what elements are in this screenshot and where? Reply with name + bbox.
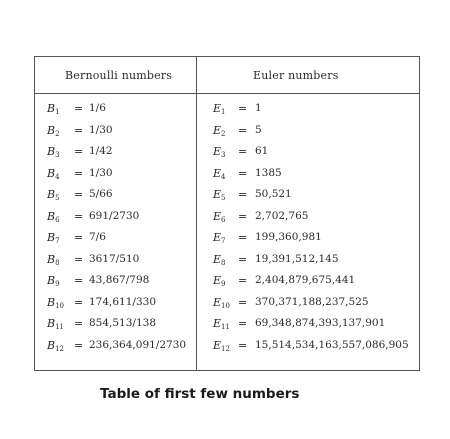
euler-equals-sign: =: [238, 209, 248, 223]
euler-equals-sign: =: [238, 252, 248, 266]
euler-value: 69,348,874,393,137,901: [255, 317, 386, 329]
bernoulli-value: 7/6: [89, 231, 106, 243]
bernoulli-equals-sign: =: [74, 145, 84, 158]
euler-symbol-index: 12: [221, 344, 230, 353]
euler-symbol: [213, 124, 226, 138]
euler-symbol: [213, 296, 230, 310]
bernoulli-value: 1/42: [89, 145, 113, 157]
euler-symbol-index: 1: [221, 108, 226, 116]
euler-symbol-index: 7: [221, 237, 226, 245]
bernoulli-value: 43,867/798: [89, 274, 150, 286]
header-euler: Euler numbers: [253, 69, 339, 82]
euler-symbol-letter: E: [213, 295, 222, 309]
table-caption: Table of first few numbers: [100, 386, 300, 402]
euler-equals-sign: =: [238, 338, 248, 352]
euler-symbol-letter: E: [213, 166, 222, 180]
bernoulli-symbol-letter: B: [47, 102, 56, 115]
bernoulli-equals-sign: =: [74, 317, 84, 330]
euler-symbol: [213, 167, 226, 181]
euler-row: [35, 167, 419, 187]
header-bernoulli: Bernoulli numbers: [65, 69, 173, 82]
euler-symbol: [213, 253, 226, 267]
bernoulli-symbol-letter: B: [47, 252, 56, 266]
euler-value: 50,521: [255, 188, 292, 200]
euler-equals-sign: =: [238, 188, 248, 201]
bernoulli-symbol-index: 5: [55, 194, 60, 202]
euler-equals-sign: =: [238, 274, 248, 287]
euler-equals-sign: =: [238, 317, 248, 330]
euler-symbol-letter: E: [213, 123, 222, 137]
bernoulli-equals-sign: =: [74, 166, 84, 180]
euler-row: [35, 231, 419, 251]
bernoulli-symbol-index: 7: [55, 237, 60, 245]
euler-symbol-letter: E: [213, 274, 222, 287]
euler-symbol: [213, 102, 226, 116]
euler-value: 19,391,512,145: [255, 252, 339, 265]
euler-symbol-index: 2: [221, 129, 226, 138]
euler-value: 370,371,188,237,525: [255, 295, 369, 308]
euler-symbol: [213, 145, 226, 159]
bernoulli-equals-sign: =: [74, 188, 84, 201]
euler-symbol-letter: E: [213, 188, 222, 201]
bernoulli-symbol-letter: B: [47, 123, 56, 137]
euler-symbol-index: 8: [221, 258, 226, 267]
euler-symbol-letter: E: [213, 338, 222, 352]
bernoulli-value: 1/30: [89, 166, 113, 179]
bernoulli-symbol-letter: B: [47, 317, 56, 330]
bernoulli-equals-sign: =: [74, 274, 84, 287]
euler-symbol-index: 11: [221, 323, 230, 331]
euler-value: 199,360,981: [255, 231, 322, 243]
euler-symbol-letter: E: [213, 102, 222, 115]
euler-equals-sign: =: [238, 166, 248, 180]
bernoulli-symbol-index: 11: [55, 323, 65, 331]
euler-equals-sign: =: [238, 123, 248, 137]
bernoulli-value: 1/30: [89, 123, 113, 136]
euler-value: 61: [255, 145, 269, 157]
euler-symbol-index: 6: [221, 215, 226, 224]
euler-equals-sign: =: [238, 231, 248, 244]
euler-symbol-letter: E: [213, 145, 222, 158]
bernoulli-symbol-index: 1: [55, 108, 60, 116]
euler-row: [35, 253, 419, 273]
bernoulli-value: 174,611/330: [89, 295, 156, 308]
bernoulli-value: 5/66: [89, 188, 113, 200]
bernoulli-symbol-letter: B: [47, 274, 56, 287]
euler-value: 2,404,879,675,441: [255, 274, 356, 286]
euler-row: [35, 124, 419, 144]
euler-symbol-letter: E: [213, 231, 222, 244]
euler-row: [35, 339, 419, 359]
euler-symbol: [213, 317, 230, 331]
bernoulli-equals-sign: =: [74, 123, 84, 137]
header-divider: [35, 93, 419, 94]
numbers-table: [34, 56, 420, 371]
bernoulli-symbol-letter: B: [47, 231, 56, 244]
bernoulli-symbol-letter: B: [47, 188, 56, 201]
euler-row: [35, 210, 419, 230]
bernoulli-equals-sign: =: [74, 231, 84, 244]
euler-equals-sign: =: [238, 145, 248, 158]
euler-symbol-letter: E: [213, 252, 222, 266]
euler-symbol-index: 5: [221, 194, 226, 202]
bernoulli-symbol-letter: B: [47, 145, 56, 158]
bernoulli-symbol-index: 3: [55, 151, 60, 159]
euler-symbol: [213, 210, 226, 224]
bernoulli-symbol-index: 8: [55, 258, 60, 267]
bernoulli-symbol-letter: B: [47, 295, 56, 309]
euler-row: [35, 145, 419, 165]
euler-symbol-index: 3: [221, 151, 226, 159]
bernoulli-symbol-index: 12: [55, 344, 65, 353]
euler-symbol-index: 10: [221, 301, 230, 310]
bernoulli-symbol-index: 6: [55, 215, 60, 224]
bernoulli-equals-sign: =: [74, 252, 84, 266]
bernoulli-symbol-index: 9: [55, 280, 60, 288]
euler-equals-sign: =: [238, 102, 248, 115]
bernoulli-equals-sign: =: [74, 209, 84, 223]
euler-row: [35, 274, 419, 294]
bernoulli-symbol-index: 10: [55, 301, 65, 310]
euler-equals-sign: =: [238, 295, 248, 309]
bernoulli-equals-sign: =: [74, 295, 84, 309]
euler-value: 1385: [255, 166, 282, 179]
bernoulli-symbol-letter: B: [47, 166, 56, 180]
euler-row: [35, 188, 419, 208]
bernoulli-symbol-index: 2: [55, 129, 60, 138]
euler-symbol: [213, 231, 226, 245]
bernoulli-equals-sign: =: [74, 338, 84, 352]
bernoulli-symbol-index: 4: [55, 172, 60, 181]
bernoulli-symbol-letter: B: [47, 209, 56, 223]
euler-row: [35, 296, 419, 316]
bernoulli-value: 3617/510: [89, 252, 140, 265]
euler-value: 1: [255, 102, 262, 114]
euler-symbol-letter: E: [213, 317, 222, 330]
bernoulli-value: 854,513/138: [89, 317, 156, 329]
euler-symbol-index: 9: [221, 280, 226, 288]
bernoulli-symbol-letter: B: [47, 338, 56, 352]
euler-symbol-letter: E: [213, 209, 222, 223]
bernoulli-equals-sign: =: [74, 102, 84, 115]
bernoulli-value: 691/2730: [89, 209, 140, 222]
euler-row: [35, 317, 419, 337]
euler-symbol: [213, 274, 226, 288]
euler-row: [35, 102, 419, 122]
euler-value: 2,702,765: [255, 209, 309, 222]
bernoulli-value: 236,364,091/2730: [89, 338, 187, 351]
euler-value: 15,514,534,163,557,086,905: [255, 338, 409, 351]
euler-symbol: [213, 339, 230, 353]
euler-value: 5: [255, 123, 262, 136]
euler-symbol: [213, 188, 226, 202]
euler-symbol-index: 4: [221, 172, 226, 181]
bernoulli-value: 1/6: [89, 102, 106, 114]
